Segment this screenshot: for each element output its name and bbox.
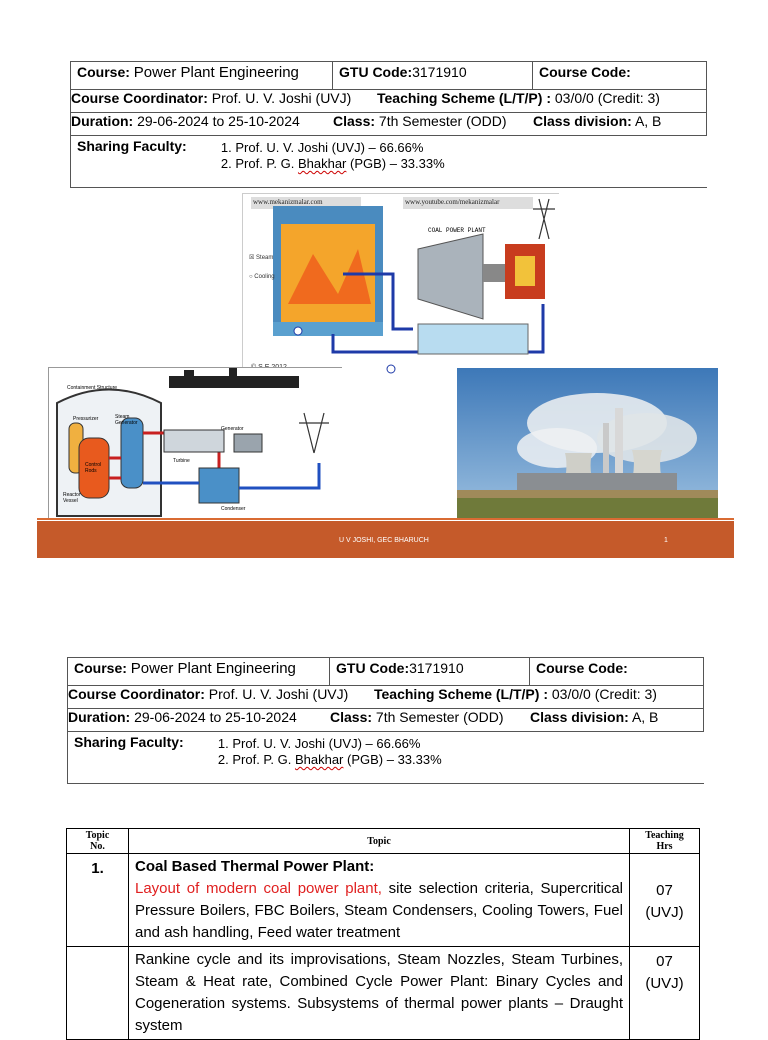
class-label: Class: bbox=[330, 709, 373, 725]
header-teaching-hrs: Teaching Hrs bbox=[630, 829, 700, 854]
coordinator-label: Course Coordinator: bbox=[68, 686, 205, 702]
course-name: Power Plant Engineering bbox=[130, 660, 296, 677]
faculty-item: 2. Prof. P. G. Bhakhar (PGB) – 33.33% bbox=[217, 752, 442, 767]
duration-value: 29-06-2024 to 25-10-2024 bbox=[137, 113, 300, 129]
course-name: Power Plant Engineering bbox=[133, 64, 299, 81]
duration-value: 29-06-2024 to 25-10-2024 bbox=[134, 709, 297, 725]
header-topic: Topic bbox=[129, 829, 630, 854]
course-row bbox=[71, 62, 707, 90]
label-pressurizer: Pressurizer bbox=[73, 416, 99, 422]
coordinator-value: Prof. U. V. Joshi (UVJ) bbox=[208, 686, 349, 702]
teaching-scheme-value: 03/0/0 (Credit: 3) bbox=[551, 686, 657, 702]
gtu-code-value: 3171910 bbox=[412, 64, 467, 80]
faculty-item: 2. Prof. P. G. Bhakhar (PGB) – 33.33% bbox=[220, 156, 445, 171]
course-row bbox=[68, 658, 704, 686]
coal-power-plant-image bbox=[242, 193, 559, 374]
topic-body: site selection criteria, Supercritical Pressure Boilers, FBC Boilers, Steam Condensers, Cooling Towers, Fuel and ash handling, Feed water treatment bbox=[135, 880, 624, 941]
class-value: 7th Semester (ODD) bbox=[375, 709, 504, 725]
cooling-towers-photo bbox=[457, 368, 718, 518]
course-info-table-1 bbox=[70, 61, 707, 188]
label-generator: Generator bbox=[221, 426, 244, 432]
coal-url-left: www.mekanizmalar.com bbox=[253, 198, 323, 206]
footer-accent-line bbox=[37, 518, 734, 520]
class-division-label: Class division: bbox=[530, 709, 629, 725]
footer-page-number: 1 bbox=[664, 537, 668, 544]
course-code-label: Course Code: bbox=[536, 660, 628, 676]
label-steam-generator: Steam Generator bbox=[115, 414, 138, 426]
teaching-hrs: 07 (UVJ) bbox=[630, 854, 700, 947]
teaching-hrs: 07 (UVJ) bbox=[630, 947, 700, 1040]
topic-table-header bbox=[67, 829, 700, 854]
course-info-table-2 bbox=[67, 657, 704, 784]
header-topic-no: Topic No. bbox=[67, 829, 129, 854]
class-division-label: Class division: bbox=[533, 113, 632, 129]
teaching-scheme-label: Teaching Scheme (L/T/P) : bbox=[374, 686, 548, 702]
topic-highlight: Layout of modern coal power plant, bbox=[135, 880, 382, 897]
teaching-scheme-label: Teaching Scheme (L/T/P) : bbox=[377, 90, 551, 106]
class-label: Class: bbox=[333, 113, 376, 129]
faculty-item: 1. Prof. U. V. Joshi (UVJ) – 66.66% bbox=[217, 736, 421, 751]
topic-number: 1. bbox=[67, 854, 129, 947]
duration-label: Duration: bbox=[71, 113, 134, 129]
topic-description bbox=[129, 854, 630, 947]
coal-url-right: www.youtube.com/mekanizmalar bbox=[405, 198, 500, 206]
coal-plant-title: COAL POWER PLANT bbox=[428, 227, 486, 234]
sharing-faculty-list bbox=[221, 140, 445, 172]
table-row bbox=[67, 854, 700, 947]
nuclear-power-plant-image bbox=[48, 367, 342, 520]
teaching-scheme-value: 03/0/0 (Credit: 3) bbox=[554, 90, 660, 106]
course-label: Course: bbox=[77, 64, 130, 80]
sharing-faculty-label: Sharing Faculty: bbox=[77, 138, 187, 154]
label-control-rods: Control Rods bbox=[85, 462, 102, 474]
gtu-code-label: GTU Code: bbox=[336, 660, 410, 676]
topic-number bbox=[67, 947, 129, 1040]
class-value: 7th Semester (ODD) bbox=[378, 113, 507, 129]
course-code-label: Course Code: bbox=[539, 64, 631, 80]
topic-table bbox=[66, 828, 700, 1040]
gtu-code-label: GTU Code: bbox=[339, 64, 413, 80]
topic-body: Rankine cycle and its improvisations, Steam Nozzles, Steam Turbines, Steam & Heat rate, Combined Cycle Power Plant: Binary Cycles and Cogeneration systems. Subsystems of thermal power plants – Draught system bbox=[135, 951, 623, 1034]
coordinator-value: Prof. U. V. Joshi (UVJ) bbox=[211, 90, 352, 106]
label-reactor-vessel: Reactor Vessel bbox=[63, 492, 81, 504]
label-turbine: Turbine bbox=[173, 458, 190, 464]
gtu-code-value: 3171910 bbox=[409, 660, 464, 676]
coordinator-label: Course Coordinator: bbox=[71, 90, 208, 106]
duration-label: Duration: bbox=[68, 709, 131, 725]
legend-cooling: ○ Cooling bbox=[249, 274, 275, 280]
course-label: Course: bbox=[74, 660, 127, 676]
legend-steam: ☒ Steam bbox=[249, 255, 274, 261]
topic-description bbox=[129, 947, 630, 1040]
class-division-value: A, B bbox=[634, 113, 662, 129]
footer-author: U V JOSHI, GEC BHARUCH bbox=[339, 537, 429, 544]
faculty-item: 1. Prof. U. V. Joshi (UVJ) – 66.66% bbox=[220, 140, 424, 155]
table-row bbox=[67, 947, 700, 1040]
label-containment: Containment Structure bbox=[67, 385, 118, 391]
class-division-value: A, B bbox=[631, 709, 659, 725]
topic-title: Coal Based Thermal Power Plant: bbox=[135, 858, 375, 875]
label-condenser: Condenser bbox=[221, 506, 246, 512]
slide-footer bbox=[37, 521, 734, 558]
sharing-faculty-label: Sharing Faculty: bbox=[74, 734, 184, 750]
sharing-faculty-list bbox=[218, 736, 442, 768]
